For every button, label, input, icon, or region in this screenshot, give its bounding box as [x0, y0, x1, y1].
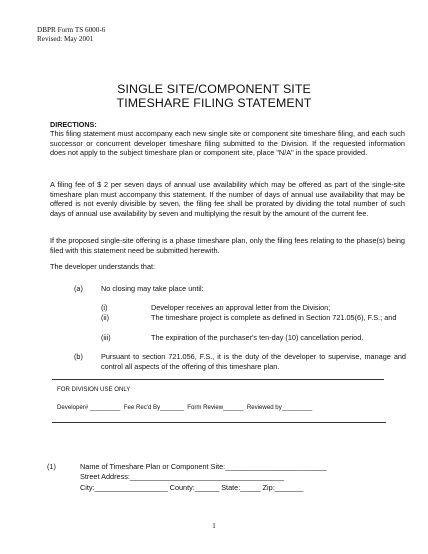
timeshare-name-field[interactable]: Name of Timeshare Plan or Component Site:_________________________ — [80, 462, 327, 471]
sub-item-number: (iii) — [101, 333, 111, 342]
sub-item-text: The expiration of the purchaser's ten-day (10) cancellation period. — [151, 333, 364, 342]
condition-b-text: Pursuant to section 721.056, F.S., it is the duty of the developer to supervise, manage and control all aspects of the offering of this timeshare plan. — [101, 352, 406, 371]
condition-a-text: No closing may take place until: — [101, 284, 204, 293]
sub-item-text: Developer receives an approval letter from the Division; — [151, 303, 331, 312]
directions-paragraph-4: The developer understands that: — [50, 262, 156, 271]
sub-item-number: (ii) — [101, 313, 110, 322]
document-title-line1: SINGLE SITE/COMPONENT SITE — [117, 82, 311, 96]
division-use-fields: Developer# _________ Fee Rec'd By_______ Form Review______ Reviewed by_________ — [57, 404, 313, 411]
condition-b-label: (b) — [74, 352, 83, 361]
form-number: DBPR Form TS 6000-6 — [37, 26, 106, 34]
directions-paragraph-1: This filing statement must accompany each new single site or component site timeshare filing, and each such successor or concurrent developer timeshare filing submitted to the Division. If the requested information does not apply to the subject timeshare plan or component site, place "N/A" in the space provided. — [50, 129, 405, 158]
division-use-label: FOR DIVISION USE ONLY — [57, 386, 131, 393]
city-county-state-zip-field[interactable]: City:__________________ County:______ State:_____ Zip:_______ — [80, 483, 304, 492]
condition-a-label: (a) — [74, 284, 83, 293]
divider-line — [52, 422, 386, 423]
form-header — [37, 26, 105, 44]
street-address-field[interactable]: Street Address:______________________________________ — [80, 472, 285, 481]
section-1-number: (1) — [47, 462, 56, 471]
directions-heading: DIRECTIONS: — [50, 120, 97, 129]
document-title-line2: TIMESHARE FILING STATEMENT — [116, 96, 312, 110]
directions-paragraph-3: If the proposed single-site offering is a phase timeshare plan, only the filing fees relating to the phase(s) being filed with this statement need be submitted herewith. — [50, 236, 405, 255]
divider-line — [52, 379, 384, 380]
page-number: 1 — [212, 521, 216, 530]
sub-item-number: (i) — [101, 303, 108, 312]
revised-date: Revised: May 2001 — [37, 35, 94, 43]
directions-paragraph-2: A filing fee of $ 2 per seven days of annual use availability which may be offered as part of the single-site timeshare plan must accompany this statement. If the number of days of annual use availability that may be offered is not evenly divisible by seven, the filing fee shall be prorated by dividing the total number of such days of annual use availability by seven and multiplying the result by the amount of the current fee. — [50, 180, 405, 218]
sub-item-text: The timeshare project is complete as defined in Section 721.05(6), F.S.; and — [151, 313, 397, 322]
